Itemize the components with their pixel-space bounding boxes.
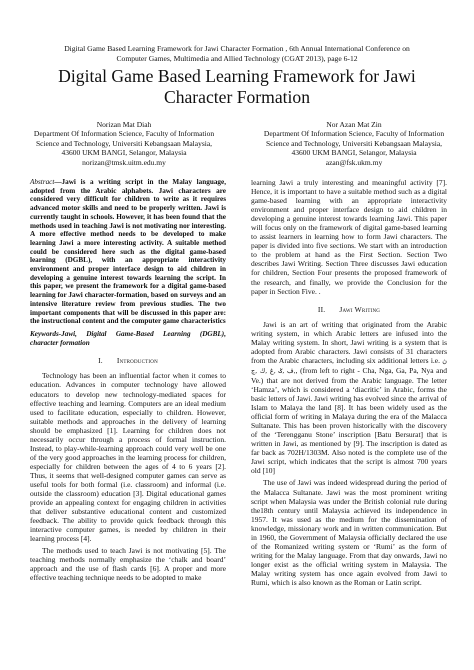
paragraph	[251, 320, 447, 476]
author-department: Department Of Information Science, Faculty of Information	[263, 129, 445, 139]
running-header-line1: Digital Game Based Learning Framework for Jawi Character Formation , 6th Annual International Conference on	[64, 44, 410, 53]
author-address: 43600 UKM BANGI, Selangor, Malaysia	[61, 148, 187, 158]
author-name: Norizan Mat Diah	[96, 120, 152, 129]
title-line2: Character Formation	[163, 87, 311, 107]
author-name: Nor Azan Mat Zin	[326, 120, 382, 129]
abstract	[30, 178, 226, 326]
paragraph: The use of Jawi was indeed widespread during the period of the Malacca Sultanate. Jawi was the most prominent writing script when Malaysia was under the British colonial rule during the18th century until Malaysia achieved its independence in 1957. It was used as the medium for the dissemination of knowledge, missionary work and in written communication. But in 1960, the Government of Malaysia officially declared the use of the Romanized writing system or ‘Rumi’ as the form of writing for the Malay language. From that day onwards, Jawi no longer exist as the official writing system in Malaysia. The Malay writing system has once again evolved from Jawi to Rumi, which is also known as the Roman or Latin script.	[251, 478, 447, 587]
author-email: norizan@tmsk.uitm.edu.my	[82, 157, 166, 167]
author-university: Science and Technology, Universiti Kebangsaan Malaysia,	[35, 138, 213, 148]
section-heading-introduction	[30, 356, 226, 365]
abstract-body: —Jawi is a writing script in the Malay language, adopted from the Arabic alphabets. Jawi characters are considered very difficult for children to write as it requires advanced motor skills and need to be properly written. Jawi is currently taught in schools. However, it has been found that the methods used in teaching Jawi is not motivating nor interesting. A more effective method needs to be developed to make learning Jawi a more interesting activity. A suitable method could be considered here such as the digital game-based learning (DGBL), with an appropriate interactivity environment and proper interface design to aid children in developing a genuine interest towards learning the script. In this paper, we present the framework for a digital game-based learning for Jawi character-formation, based on surveys and an intensive literature review from previous studies. The two important components that will be discussed in this paper are: the instructional content and the computer game characteristics	[30, 178, 226, 326]
running-header-line2: Computer Games, Multimedia and Allied Technology (CGAT 2013), page 6-12	[116, 53, 358, 63]
left-column	[30, 178, 226, 585]
author-address: 43600 UKM BANGI, Selangor, Malaysia	[291, 148, 417, 158]
keywords: Keywords-Jawi, Digital Game-Based Learning (DGBL), character formation	[30, 329, 226, 347]
section-title: Introduction	[116, 356, 158, 366]
author-university: Science and Technology, Universiti Kebangsaan Malaysia,	[265, 138, 443, 148]
section-number: I.	[98, 356, 103, 366]
abstract-lead: Abstract	[30, 178, 55, 186]
title-line1: Digital Game Based Learning Framework for Jawi	[58, 66, 416, 86]
paragraph: learning Jawi a truly interesting and meaningful activity [7]. Hence, it is important to have a suitable method such as a digital game-based learning with an appropriate interactivity environment and proper interface design to aid children in developing a genuine interest towards learning Jawi. This paper will focus only on the framework of digital game-based learning to assist learners in learning how to form Jawi characters. The paper is divided into five sections. We start with an introduction to the problem at hand as the First Section. Section Two describes Jawi Writing. Section Three discusses Jawi education for children, Section Four presents the proposed framework of the research, and finally, we provide the Conclusion for the paper in Section Five. .	[251, 178, 447, 296]
author-block-1	[14, 120, 234, 167]
right-column	[251, 178, 447, 590]
paper-title	[20, 66, 454, 108]
paragraph-text: Jawi is an art of writing that originated from the Arabic writing system, in which Arabic letters are infused into the Malay writing system. In short, Jawi writing is a system that is adopted from Arabic characters. Jawi consists of 31 characters from the Arabic characters, including six additional letters i.e.	[251, 319, 447, 365]
paragraph: Technology has been an influential factor when it comes to education. Advances in computer technology have allowed educators to develop new technology-mediated spaces for effective teaching and learning. Computers are an ideal medium used to facilitate education, especially to children. However, suitable methods and approaches in the delivery of learning should be emphasized [1]. Learning for children does not necessarily occur through a process of formal instruction. Instead, to play-while-learning approach could very well be one of the very good approaches in the learning process for children, especially for children between the ages of 4 to 6 years [2]. Thus, it seems that well-designed computer games can serve as useful tools for both formal (i.e. classroom) and informal (i.e. outside the classroom) education [3]. Digital educational games provide an appealing context for engaging children in activities that deliver substantive educational content and customized feedback. The ability to provide quick feedback through this interactive computer games, is needed by children in their learning process [4].	[30, 371, 226, 544]
author-email: azan@fsk.ukm.my	[325, 157, 383, 167]
author-block-2	[244, 120, 464, 167]
paragraph-text: , (from left to right - Cha, Nga, Ga, Pa, Nya and Ve.) that are not derived from the Arabic language. The letter ‘Hamza’, which is considered a ‘diacritic’ in Arabic, forms the basic letters of Jawi. Jawi writing has evolved since the arrival of Islam to Malaya the land [8]. It has been widely used as the official form of writing in Malaya during the era of the Malacca Sultanate. This has been proven historically with the discovery of the ‘Terengganu Stone’ inscription [Batu Bersurat] that is written in Jawi, as mentioned by [9]. The inscription is dated as far back as 702H/1303M. Also noted is the complete use of the Jawi script, which indicates that the script is almost 700 years old [10]	[251, 365, 447, 476]
paragraph: The methods used to teach Jawi is not motivating [5]. The teaching methods normally emphasize the ‘chalk and board’ approach and the use of flash cards [6]. A proper and more effective teaching technique needs to be adopted to make	[30, 546, 226, 583]
author-department: Department Of Information Science, Faculty of Information	[33, 129, 215, 139]
section-number: II.	[317, 304, 326, 314]
running-header	[30, 44, 444, 63]
section-heading-jawi-writing	[251, 305, 447, 314]
arabic-letters: ڽ ,ڤ ,ݢ ,ڠ ,ڬ ,چ	[251, 356, 447, 375]
section-title: Jawi Writing	[339, 304, 381, 314]
